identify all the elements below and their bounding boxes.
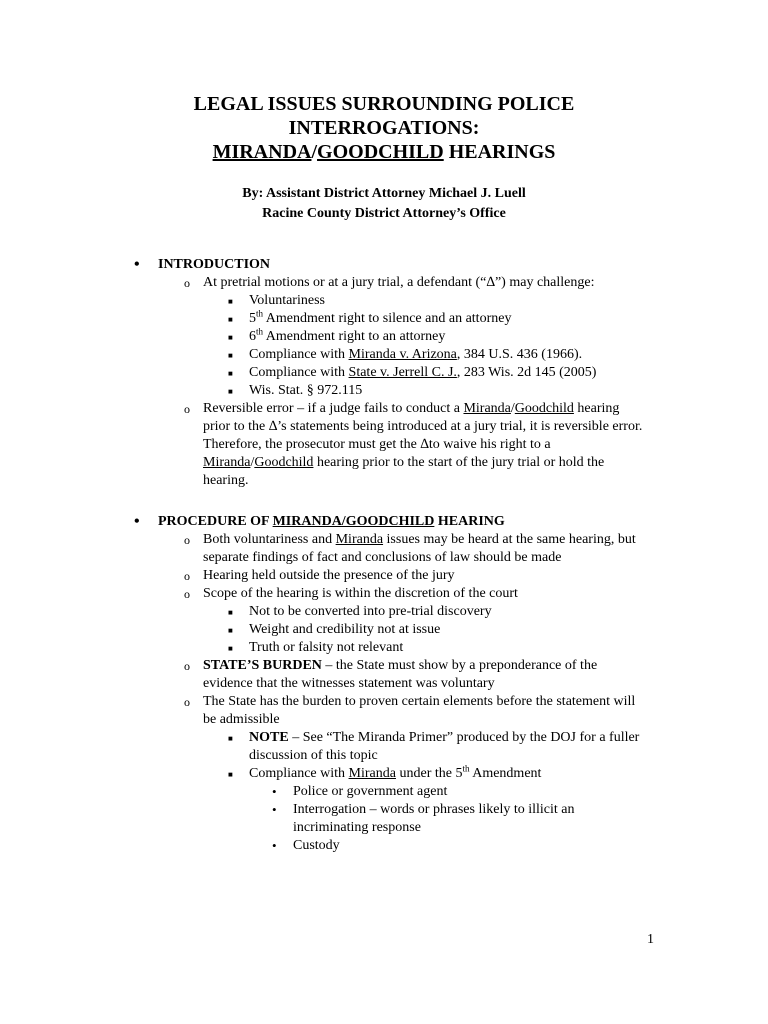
list-item bbox=[0, 531, 650, 567]
page-number: 1 bbox=[647, 932, 654, 947]
outside-jury-text: Hearing held outside the presence of the jury bbox=[203, 568, 455, 583]
introduction-heading: INTRODUCTION bbox=[158, 257, 271, 272]
list-item bbox=[0, 621, 768, 639]
goodchild-ref: Goodchild bbox=[514, 401, 574, 416]
both-text: Both voluntariness and bbox=[203, 532, 336, 547]
miranda-ref: Miranda bbox=[335, 532, 384, 547]
square-marker: ■ bbox=[228, 626, 233, 635]
circle-marker: o bbox=[184, 569, 190, 583]
state-burden-text: The State has the burden to proven certain elements before the statement will be admissible bbox=[203, 694, 636, 727]
title-line-2: INTERROGATIONS: bbox=[288, 117, 480, 139]
title-goodchild: GOODCHILD bbox=[317, 141, 444, 163]
list-item bbox=[0, 346, 768, 364]
case-name: Miranda v. Arizona bbox=[348, 347, 457, 362]
circle-marker: o bbox=[184, 659, 190, 673]
scope-item: Truth or falsity not relevant bbox=[249, 640, 404, 655]
bullet-marker: • bbox=[272, 784, 277, 799]
element-item: Custody bbox=[293, 838, 340, 853]
title-line-1: LEGAL ISSUES SURROUNDING POLICE bbox=[193, 93, 575, 115]
note-text: – See “The Miranda Primer” produced by the DOJ for a fuller discussion of this topic bbox=[249, 730, 640, 763]
circle-marker: o bbox=[184, 402, 190, 416]
list-item bbox=[0, 765, 768, 783]
square-marker: ■ bbox=[228, 644, 233, 653]
bullet-marker: • bbox=[272, 802, 277, 817]
list-item bbox=[0, 657, 650, 693]
compliance-text: Compliance with bbox=[249, 365, 349, 380]
case-name: State v. Jerrell C. J. bbox=[348, 365, 457, 380]
circle-marker: o bbox=[184, 276, 190, 290]
section-procedure bbox=[0, 513, 768, 855]
bullet-marker: • bbox=[134, 256, 140, 273]
burden-text: – the State must show by a preponderance of the evidence that the witnesses statement was voluntary bbox=[203, 658, 598, 691]
square-marker: ■ bbox=[228, 333, 233, 342]
scope-item: Not to be converted into pre-trial discovery bbox=[249, 604, 492, 619]
miranda-ref: Miranda bbox=[348, 766, 396, 781]
square-marker: ■ bbox=[228, 315, 233, 324]
fifth-number: 5 bbox=[249, 311, 256, 326]
list-item bbox=[0, 585, 768, 603]
ordinal-suffix: th bbox=[256, 326, 264, 337]
sixth-amendment-text: Amendment right to an attorney bbox=[263, 329, 446, 344]
reversible-text: Reversible error – if a judge fails to conduct a bbox=[203, 401, 464, 416]
circle-marker: o bbox=[184, 587, 190, 601]
ordinal-suffix: th bbox=[256, 308, 264, 319]
compliance-text: Amendment bbox=[469, 766, 542, 781]
title-miranda: MIRANDA bbox=[212, 141, 312, 163]
scope-text: Scope of the hearing is within the discretion of the court bbox=[203, 586, 518, 601]
list-item bbox=[0, 364, 768, 382]
reversible-text: hearing prior to the ∆’s statements being introduced at a jury trial, it is reversible error. Therefore, the prosecutor must get the ∆to waive his right to a bbox=[203, 401, 643, 452]
section-heading bbox=[0, 513, 768, 531]
slash-text: / bbox=[250, 455, 255, 470]
list-item bbox=[0, 292, 768, 310]
list-item bbox=[0, 729, 649, 765]
slash-text: / bbox=[510, 401, 515, 416]
list-item bbox=[0, 328, 768, 346]
goodchild-ref: Goodchild bbox=[254, 455, 314, 470]
procedure-heading-underlined: MIRANDA/GOODCHILD bbox=[272, 514, 435, 529]
fifth-amendment-text: Amendment right to silence and an attorney bbox=[263, 311, 512, 326]
challenge-text: At pretrial motions or at a jury trial, a defendant (“∆”) may challenge: bbox=[203, 275, 595, 290]
list-item bbox=[0, 837, 768, 855]
author-byline bbox=[0, 184, 768, 224]
list-item bbox=[0, 567, 768, 585]
circle-marker: o bbox=[184, 695, 190, 709]
square-marker: ■ bbox=[228, 369, 233, 378]
sixth-number: 6 bbox=[249, 329, 256, 344]
list-item bbox=[0, 801, 633, 837]
burden-label: STATE’S BURDEN bbox=[203, 658, 322, 673]
procedure-heading: PROCEDURE OF bbox=[158, 514, 273, 529]
citation-text: , 283 Wis. 2d 145 (2005) bbox=[456, 365, 597, 380]
circle-marker: o bbox=[184, 533, 190, 547]
compliance-text: under the 5 bbox=[395, 766, 463, 781]
bullet-marker: • bbox=[272, 838, 277, 853]
section-introduction bbox=[0, 256, 768, 490]
citation-text: , 384 U.S. 436 (1966). bbox=[456, 347, 583, 362]
square-marker: ■ bbox=[228, 297, 233, 306]
section-heading bbox=[0, 256, 768, 274]
title-hearings: HEARINGS bbox=[443, 141, 556, 163]
square-marker: ■ bbox=[228, 770, 233, 779]
list-item bbox=[0, 603, 768, 621]
list-item bbox=[0, 693, 650, 729]
procedure-heading-end: HEARING bbox=[434, 514, 505, 529]
reversible-text: hearing prior to the start of the jury trial or hold the hearing. bbox=[203, 455, 605, 488]
element-item: Interrogation – words or phrases likely to illicit an incriminating response bbox=[293, 802, 575, 835]
square-marker: ■ bbox=[228, 387, 233, 396]
statute-text: Wis. Stat. § 972.115 bbox=[249, 383, 363, 398]
title-line-3 bbox=[0, 140, 768, 164]
outline-body bbox=[0, 256, 768, 855]
miranda-ref: Miranda bbox=[463, 401, 511, 416]
list-item bbox=[0, 639, 768, 657]
list-item bbox=[0, 274, 768, 292]
square-marker: ■ bbox=[228, 351, 233, 360]
ordinal-suffix: th bbox=[462, 763, 470, 774]
square-marker: ■ bbox=[228, 734, 233, 743]
voluntariness-text: Voluntariness bbox=[249, 293, 325, 308]
list-item bbox=[0, 310, 768, 328]
document-title bbox=[0, 92, 768, 164]
list-item bbox=[0, 783, 768, 801]
list-item bbox=[0, 400, 650, 490]
miranda-ref: Miranda bbox=[203, 455, 251, 470]
author-line: By: Assistant District Attorney Michael J. Luell bbox=[242, 186, 526, 201]
office-line: Racine County District Attorney’s Office bbox=[262, 206, 506, 221]
scope-item: Weight and credibility not at issue bbox=[249, 622, 441, 637]
square-marker: ■ bbox=[228, 608, 233, 617]
note-label: NOTE bbox=[249, 730, 289, 745]
list-item bbox=[0, 382, 768, 400]
both-text: issues may be heard at the same hearing, but separate findings of fact and conclusions of law should be made bbox=[203, 532, 636, 565]
element-item: Police or government agent bbox=[293, 784, 448, 799]
title-slash: / bbox=[311, 141, 318, 163]
compliance-text: Compliance with bbox=[249, 766, 349, 781]
compliance-text: Compliance with bbox=[249, 347, 349, 362]
bullet-marker: • bbox=[134, 513, 140, 530]
